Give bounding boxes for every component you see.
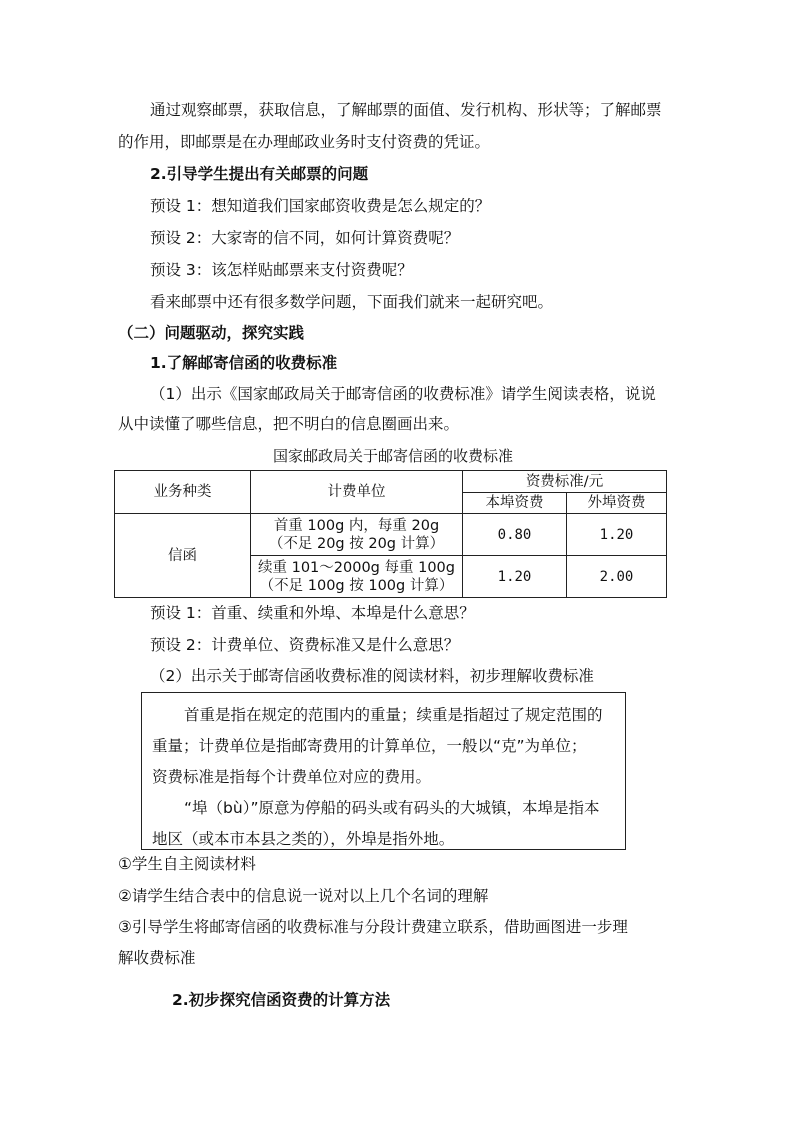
- task-2: ②请学生结合表中的信息说一说对以上几个名词的理解: [118, 887, 489, 905]
- cell-extra-weight-unit: [251, 556, 463, 598]
- header-billing-unit: 计费单位: [251, 471, 463, 514]
- preset-2: 预设 2：大家寄的信不同，如何计算资费呢？: [150, 229, 460, 247]
- preset-1: 预设 1：想知道我们国家邮资收费是怎么规定的？: [150, 197, 491, 215]
- header-local-fee: 本埠资费: [463, 493, 567, 514]
- reading-line-5: 地区（或本市本县之类的），外埠是指外地。: [152, 830, 455, 848]
- extra-weight-unit-line-1: 续重 101～2000g 每重 100g: [258, 559, 455, 576]
- table-caption: 国家邮政局关于邮寄信函的收费标准: [272, 447, 513, 465]
- task-3-line-2: 解收费标准: [118, 949, 196, 967]
- paragraph-summary: 看来邮票中还有很多数学问题，下面我们就来一起研究吧。: [150, 293, 554, 311]
- extra-weight-unit-line-2: （不足 100g 按 100g 计算）: [259, 577, 454, 594]
- header-fee-standard: 资费标准/元: [463, 471, 667, 493]
- first-weight-unit-line-2: （不足 20g 按 20g 计算）: [268, 535, 445, 552]
- cell-extra-weight-nonlocal: 2.00: [567, 556, 667, 598]
- cell-extra-weight-local: 1.20: [463, 556, 567, 598]
- question-1: 预设 1：首重、续重和外埠、本埠是什么意思？: [150, 604, 475, 622]
- reading-material-box: [141, 692, 626, 850]
- cell-first-weight-local: 0.80: [463, 514, 567, 556]
- reading-line-2: 重量；计费单位是指邮寄费用的计算单位，一般以“克”为单位；: [152, 737, 587, 755]
- cell-first-weight-nonlocal: 1.20: [567, 514, 667, 556]
- heading-fee-standard: 1.了解邮寄信函的收费标准: [150, 354, 338, 372]
- header-business-type: 业务种类: [115, 471, 251, 514]
- step-1-line-2: 从中读懂了哪些信息，把不明白的信息圈画出来。: [118, 415, 460, 433]
- reading-line-1: 首重是指在规定的范围内的重量；续重是指超过了规定范围的: [184, 706, 603, 724]
- fee-standard-table: [114, 470, 667, 598]
- paragraph-intro-line-2: 的作用，即邮票是在办理邮政业务时支付资费的凭证。: [118, 133, 491, 151]
- reading-line-3: 资费标准是指每个计费单位对应的费用。: [152, 768, 432, 786]
- paragraph-intro-line-1: 通过观察邮票，获取信息，了解邮票的面值、发行机构、形状等；了解邮票: [150, 101, 662, 119]
- heading-guide-questions: 2.引导学生提出有关邮票的问题: [150, 165, 369, 183]
- header-nonlocal-fee: 外埠资费: [567, 493, 667, 514]
- preset-3: 预设 3：该怎样贴邮票来支付资费呢？: [150, 261, 413, 279]
- cell-business-letter: 信函: [115, 514, 251, 598]
- reading-line-4: “埠（bù）”原意为停船的码头或有码头的大城镇，本埠是指本: [184, 799, 600, 817]
- heading-section-2: （二）问题驱动，探究实践: [118, 324, 305, 342]
- task-1: ①学生自主阅读材料: [118, 855, 256, 873]
- heading-explore-calculation: 2.初步探究信函资费的计算方法: [172, 991, 391, 1009]
- step-2: （2）出示关于邮寄信函收费标准的阅读材料，初步理解收费标准: [150, 667, 594, 685]
- question-2: 预设 2：计费单位、资费标准又是什么意思？: [150, 636, 460, 654]
- task-3-line-1: ③引导学生将邮寄信函的收费标准与分段计费建立联系，借助画图进一步理: [118, 918, 628, 936]
- first-weight-unit-line-1: 首重 100g 内，每重 20g: [273, 517, 440, 534]
- step-1-line-1: （1）出示《国家邮政局关于邮寄信函的收费标准》请学生阅读表格，说说: [150, 385, 656, 403]
- cell-first-weight-unit: [251, 514, 463, 556]
